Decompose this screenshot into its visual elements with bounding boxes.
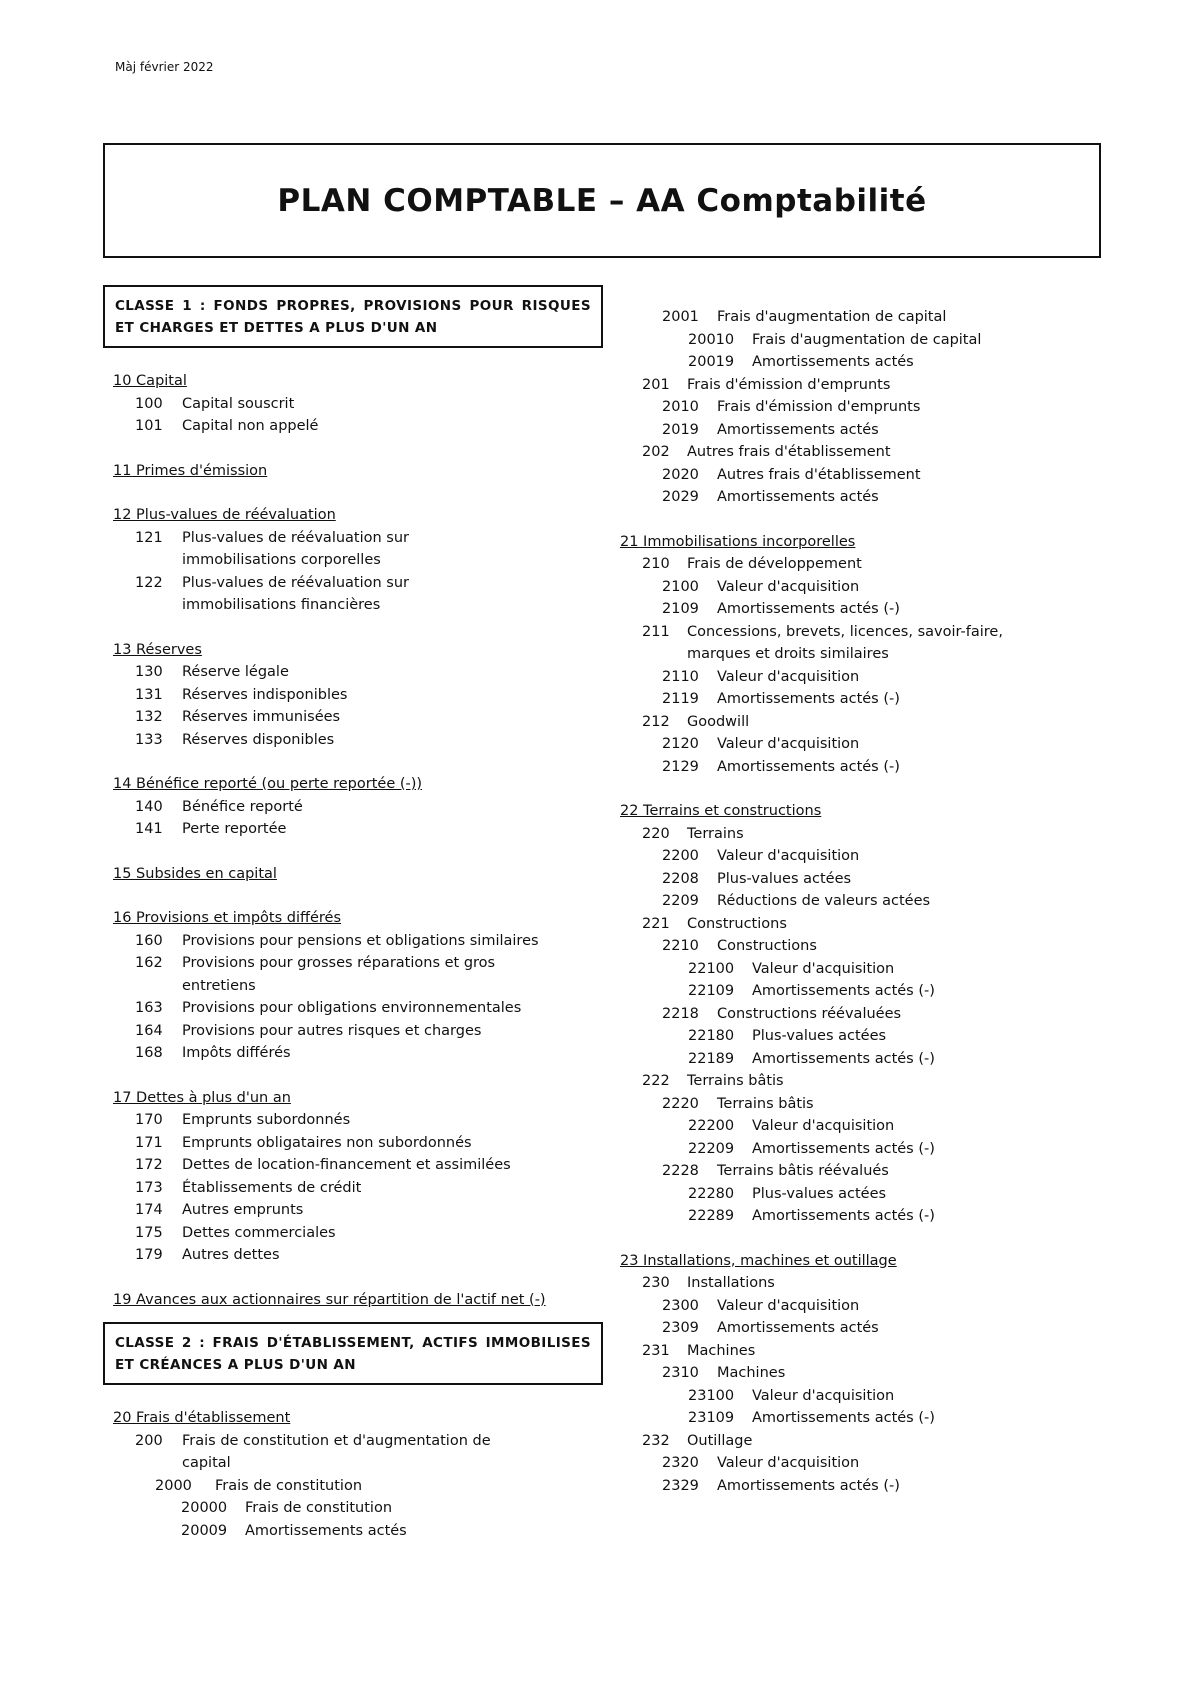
account-row [620,1385,1100,1408]
account-code: 170 [135,1112,163,1128]
account-code: 2309 [662,1320,699,1336]
account-row [620,441,1100,464]
section-19 [113,1289,603,1312]
account-label: Amortissements actés (-) [717,758,900,775]
account-label: Emprunts subordonnés [182,1112,351,1128]
account-label: Amortissements actés (-) [717,691,900,707]
account-code: 130 [135,664,163,680]
account-code: 160 [135,932,163,949]
account-label: Terrains bâtis réévalués [717,1163,889,1179]
account-row [620,1093,1100,1116]
account-row [620,958,1100,981]
account-label: Emprunts obligataires non subordonnés [182,1134,472,1151]
account-code: 2020 [662,466,699,483]
section-title: 20 Frais d'établissement [113,1410,291,1426]
account-label: Autres frais d'établissement [717,466,921,483]
account-row [620,980,1100,1003]
account-code: 22109 [688,983,735,999]
account-label: Machines [687,1342,756,1359]
account-label: Autres emprunts [182,1202,304,1218]
account-label: Valeur d'acquisition [717,668,860,685]
account-code: 22280 [688,1185,735,1202]
class-2-header: CLASSE 2 : FRAIS D'ÉTABLISSEMENT, ACTIFS IMMOBILISES ET CRÉANCES A PLUS D'UN AN [103,1322,603,1385]
account-label: Frais d'émission d'emprunts [717,399,921,415]
account-row [620,598,1100,621]
account-code: 20000 [181,1500,228,1516]
account-code: 2210 [662,938,699,954]
account-label: Valeur d'acquisition [717,1455,860,1471]
account-row [113,1154,603,1177]
account-row [620,1452,1100,1475]
account-row [620,666,1100,689]
account-row [620,1407,1100,1430]
account-code: 202 [642,444,670,460]
account-label: Frais de développement [687,556,862,572]
account-code: 2310 [662,1365,699,1381]
section-14 [113,773,603,841]
account-label: Frais d'augmentation de capital [752,331,982,348]
account-code: 2120 [662,736,699,752]
account-label: Amortissements actés (-) [752,1208,935,1224]
account-code: 22200 [688,1118,735,1134]
account-label: Autres dettes [182,1247,280,1263]
update-note: Màj février 2022 [115,60,214,74]
account-row [113,1020,603,1043]
account-code: 23100 [688,1387,735,1404]
account-row [113,1497,603,1520]
account-code: 2228 [662,1163,699,1179]
account-label: Autres frais d'établissement [687,444,891,460]
account-code: 221 [642,915,670,932]
account-row [620,351,1100,374]
account-row [620,1025,1100,1048]
account-row [113,796,603,819]
section-title: 12 Plus-values de réévaluation [113,507,336,523]
account-row [620,756,1100,779]
account-row [620,306,1100,329]
account-label: Concessions, brevets, licences, savoir-faire, marques et droits similaires [687,623,1003,662]
account-code: 2220 [662,1095,699,1112]
account-label: Terrains bâtis [687,1073,784,1089]
account-row [620,890,1100,913]
account-label: Constructions réévaluées [717,1005,902,1022]
account-row [113,1475,603,1498]
account-label: Provisions pour pensions et obligations similaires [182,932,539,949]
account-row [620,1272,1100,1295]
account-label: Valeur d'acquisition [717,848,860,864]
account-row [113,930,603,953]
account-code: 173 [135,1179,163,1196]
account-row [620,1115,1100,1138]
account-row [620,913,1100,936]
account-code: 201 [642,376,670,393]
account-label: Amortissements actés (-) [717,601,900,617]
account-row [113,661,603,684]
account-row [620,868,1100,891]
account-label: Réserves immunisées [182,709,341,725]
account-label: Établissements de crédit [182,1179,362,1196]
account-code: 141 [135,821,163,837]
account-label: Frais de constitution [245,1500,393,1516]
account-label: Provisions pour obligations environnementales [182,1000,522,1016]
section-22 [620,800,1100,1228]
account-code: 140 [135,798,163,815]
section-21 [620,531,1100,779]
account-label: Plus-values de réévaluation sur immobilisations financières [182,574,410,613]
title-box [103,143,1101,258]
account-label: Plus-values de réévaluation sur immobilisations corporelles [182,529,410,568]
account-row [620,1183,1100,1206]
account-label: Installations [687,1275,775,1291]
account-row [113,1199,603,1222]
section-title: 19 Avances aux actionnaires sur répartition de l'actif net (-) [113,1291,546,1308]
account-code: 2109 [662,601,699,617]
account-label: Dettes commerciales [182,1224,336,1241]
account-label: Valeur d'acquisition [717,736,860,752]
account-row [620,1070,1100,1093]
account-label: Amortissements actés [752,354,914,370]
account-row [113,1222,603,1245]
account-row [113,1177,603,1200]
account-code: 172 [135,1157,163,1173]
account-row [113,729,603,752]
account-row [113,1520,603,1543]
account-row [620,464,1100,487]
account-row [620,1003,1100,1026]
account-row [620,1317,1100,1340]
account-code: 2019 [662,421,699,438]
account-row [620,823,1100,846]
account-code: 2218 [662,1005,699,1022]
account-code: 2000 [155,1477,192,1494]
account-code: 122 [135,574,163,591]
account-code: 101 [135,418,163,434]
account-code: 210 [642,556,670,572]
section-10 [113,370,603,438]
account-label: Amortissements actés (-) [752,1410,935,1426]
account-code: 132 [135,709,163,725]
account-label: Bénéfice reporté [182,798,303,815]
section-title: 22 Terrains et constructions [620,803,822,819]
account-label: Amortissements actés [717,489,879,505]
account-label: Provisions pour autres risques et charges [182,1022,482,1039]
section-13 [113,639,603,752]
section-23 [620,1250,1100,1498]
account-code: 2300 [662,1297,699,1314]
account-code: 163 [135,1000,163,1016]
account-label: Valeur d'acquisition [752,1387,895,1404]
account-label: Outillage [687,1432,753,1449]
account-code: 179 [135,1247,163,1263]
account-code: 174 [135,1202,163,1218]
account-label: Réserve légale [182,664,289,680]
account-row [620,1340,1100,1363]
account-row [620,1160,1100,1183]
section-12 [113,504,603,617]
account-code: 22289 [688,1208,735,1224]
account-row [620,374,1100,397]
account-row [113,1109,603,1132]
account-code: 22100 [688,960,735,977]
account-code: 222 [642,1073,670,1089]
account-code: 164 [135,1022,163,1039]
account-row [620,935,1100,958]
section-15 [113,863,603,886]
account-row [113,818,603,841]
account-row [113,415,603,438]
account-code: 2029 [662,489,699,505]
account-code: 2010 [662,399,699,415]
account-code: 211 [642,623,670,640]
account-label: Valeur d'acquisition [717,1297,860,1314]
left-column [113,285,603,1542]
account-code: 162 [135,955,163,971]
account-label: Perte reportée [182,821,287,837]
account-row [620,329,1100,352]
account-label: Frais de constitution et d'augmentation de capital [182,1432,491,1471]
account-code: 20009 [181,1522,228,1539]
account-label: Machines [717,1365,786,1381]
account-label: Plus-values actées [717,870,852,887]
section-title: 23 Installations, machines et outillage [620,1252,897,1269]
account-row [113,952,603,997]
section-title: 15 Subsides en capital [113,865,277,882]
account-code: 131 [135,686,163,703]
account-row [113,393,603,416]
account-row [113,1244,603,1267]
account-label: Goodwill [687,713,750,730]
account-code: 22189 [688,1050,735,1067]
account-row [620,1048,1100,1071]
account-code: 231 [642,1342,670,1359]
right-column [620,306,1100,1497]
account-row [620,419,1100,442]
account-code: 2129 [662,758,699,775]
account-code: 133 [135,731,163,748]
account-label: Valeur d'acquisition [717,578,860,595]
account-code: 20010 [688,331,735,348]
section-title: 14 Bénéfice reporté (ou perte reportée (-)) [113,776,423,792]
section-title: 13 Réserves [113,641,202,658]
account-code: 168 [135,1045,163,1061]
account-row [620,1138,1100,1161]
account-code: 200 [135,1432,163,1449]
account-code: 212 [642,713,670,730]
account-code: 220 [642,825,670,842]
account-row [620,486,1100,509]
account-label: Amortissements actés (-) [752,1050,935,1067]
account-label: Frais d'émission d'emprunts [687,376,891,393]
account-code: 2329 [662,1477,699,1494]
account-code: 22180 [688,1028,735,1044]
section-20-continued [620,306,1100,509]
account-code: 2208 [662,870,699,887]
account-label: Constructions [717,938,817,954]
account-row [113,572,603,617]
account-label: Constructions [687,915,787,932]
account-row [620,553,1100,576]
section-20 [113,1407,603,1542]
account-row [620,1295,1100,1318]
account-label: Amortissements actés [245,1522,407,1539]
account-row [113,684,603,707]
account-row [620,733,1100,756]
account-label: Amortissements actés (-) [717,1477,900,1494]
account-row [620,576,1100,599]
account-code: 23109 [688,1410,735,1426]
section-16 [113,907,603,1065]
account-label: Terrains [687,825,744,842]
account-code: 121 [135,529,163,546]
account-code: 2320 [662,1455,699,1471]
account-code: 171 [135,1134,163,1151]
account-label: Capital non appelé [182,418,319,434]
account-code: 2119 [662,691,699,707]
account-code: 2200 [662,848,699,864]
account-row [620,845,1100,868]
account-label: Amortissements actés (-) [752,983,935,999]
account-label: Valeur d'acquisition [752,1118,895,1134]
page-title: PLAN COMPTABLE – AA Comptabilité [277,182,927,219]
account-label: Plus-values actées [752,1185,887,1202]
account-row [113,1430,603,1475]
section-title: 16 Provisions et impôts différés [113,910,342,926]
section-title: 17 Dettes à plus d'un an [113,1089,291,1106]
account-row [620,396,1100,419]
account-row [113,1042,603,1065]
account-row [620,1430,1100,1453]
account-row [620,1475,1100,1498]
account-label: Impôts différés [182,1045,291,1061]
account-label: Plus-values actées [752,1028,887,1044]
account-code: 232 [642,1432,670,1449]
account-row [113,527,603,572]
class-1-header: CLASSE 1 : FONDS PROPRES, PROVISIONS POUR RISQUES ET CHARGES ET DETTES A PLUS D'UN AN [103,285,603,348]
section-11 [113,460,603,483]
account-label: Réserves indisponibles [182,686,348,703]
section-title: 11 Primes d'émission [113,462,268,479]
account-label: Réserves disponibles [182,731,335,748]
account-code: 2209 [662,893,699,909]
account-code: 20019 [688,354,735,370]
account-row [113,1132,603,1155]
account-label: Capital souscrit [182,395,295,412]
account-label: Amortissements actés (-) [752,1140,935,1157]
account-label: Amortissements actés [717,421,879,438]
account-row [620,1362,1100,1385]
account-label: Provisions pour grosses réparations et gros entretiens [182,955,496,994]
account-row [620,711,1100,734]
account-row [113,997,603,1020]
account-code: 2110 [662,668,699,685]
account-row [113,706,603,729]
account-code: 2100 [662,578,699,595]
account-code: 230 [642,1275,670,1291]
section-title: 10 Capital [113,373,187,389]
section-title: 21 Immobilisations incorporelles [620,533,856,550]
account-code: 2001 [662,309,699,325]
account-label: Dettes de location-financement et assimilées [182,1157,511,1173]
account-code: 175 [135,1224,163,1241]
account-code: 100 [135,395,163,412]
account-label: Réductions de valeurs actées [717,893,931,909]
account-row [620,621,1100,666]
account-label: Valeur d'acquisition [752,960,895,977]
account-row [620,1205,1100,1228]
account-label: Frais d'augmentation de capital [717,309,947,325]
account-row [620,688,1100,711]
section-17 [113,1087,603,1267]
account-code: 22209 [688,1140,735,1157]
account-label: Amortissements actés [717,1320,879,1336]
account-label: Terrains bâtis [717,1095,814,1112]
account-label: Frais de constitution [215,1477,363,1494]
